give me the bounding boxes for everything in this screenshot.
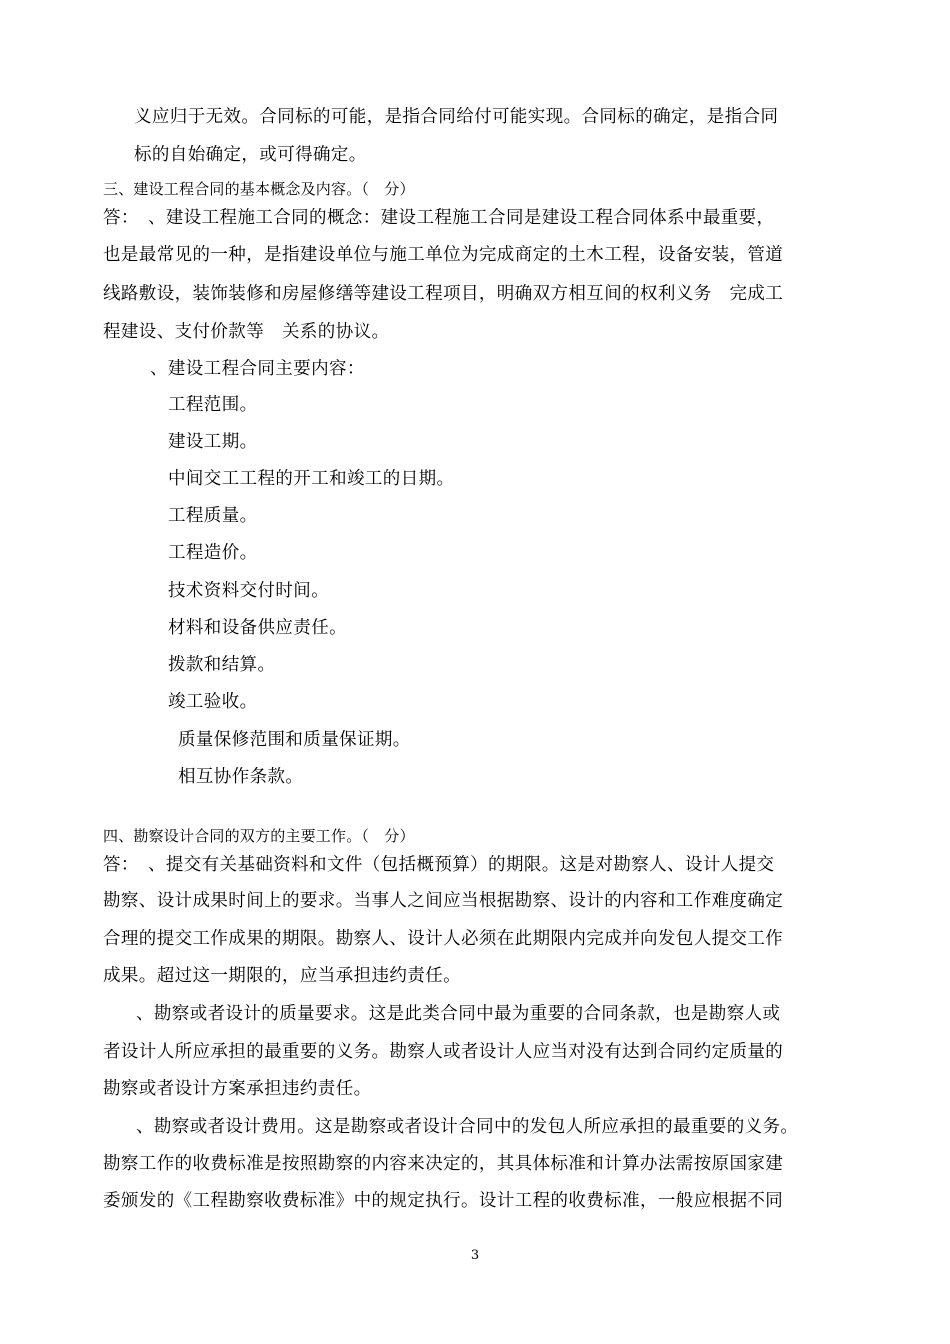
content-item: 工程范围。 — [168, 395, 258, 415]
section-3-heading: 三、建设工程合同的基本概念及内容。（ 分） — [103, 180, 415, 198]
section-4-para-3-line: 、勘察或者设计费用。这是勘察或者设计合同中的发包人所应承担的最重要的义务。 — [136, 1117, 799, 1137]
section-3-answer-line-3: 线路敷设，装饰装修和房屋修缮等建设工程项目，明确双方相互间的权利义务 完成工 — [103, 284, 784, 304]
section-3-answer-line-1: 答： 、建设工程施工合同的概念：建设工程施工合同是建设工程合同体系中最重要， — [103, 208, 775, 228]
content-item: 工程造价。 — [168, 543, 258, 563]
content-item: 质量保修范围和质量保证期。 — [178, 730, 411, 750]
content-item: 竣工验收。 — [168, 692, 258, 712]
section-4-para-1-line: 合理的提交工作成果的期限。勘察人、设计人必须在此期限内完成并向发包人提交工作 — [103, 929, 784, 949]
section-3-answer-line-4: 程建设、支付价款等 关系的协议。 — [103, 322, 390, 342]
intro-line-2: 标的自始确定，或可得确定。 — [134, 145, 367, 165]
section-4-para-3-line: 勘察工作的收费标准是按照勘察的内容来决定的，其具体标准和计算办法需按原国家建 — [103, 1154, 784, 1174]
page-number: 3 — [470, 1248, 480, 1263]
section-4-para-1-line: 勘察、设计成果时间上的要求。当事人之间应当根据勘察、设计的内容和工作难度确定 — [103, 891, 784, 911]
section-4-para-2-line: 、勘察或者设计的质量要求。这是此类合同中最为重要的合同条款，也是勘察人或 — [136, 1004, 781, 1024]
content-item: 拨款和结算。 — [168, 655, 276, 675]
intro-line-1: 义应归于无效。合同标的可能，是指合同给付可能实现。合同标的确定，是指合同 — [134, 107, 779, 127]
content-item: 相互协作条款。 — [178, 767, 304, 787]
section-4-para-3-line: 委颁发的《工程勘察收费标准》中的规定执行。设计工程的收费标准，一般应根据不同 — [103, 1191, 784, 1211]
section-4-heading: 四、勘察设计合同的双方的主要工作。（ 分） — [103, 827, 415, 845]
content-item: 材料和设备供应责任。 — [168, 618, 347, 638]
section-4-para-1-line: 成果。超过这一期限的，应当承担违约责任。 — [103, 966, 461, 986]
content-item: 技术资料交付时间。 — [168, 581, 330, 601]
section-3-answer-line-2: 也是最常见的一种，是指建设单位与施工单位为完成商定的土木工程，设备安装，管道 — [103, 245, 784, 265]
content-item: 中间交工工程的开工和竣工的日期。 — [168, 469, 455, 489]
content-item: 建设工期。 — [168, 432, 258, 452]
section-4-para-2-line: 勘察或者设计方案承担违约责任。 — [103, 1079, 372, 1099]
section-4-para-2-line: 者设计人所应承担的最重要的义务。勘察人或者设计人应当对没有达到合同约定质量的 — [103, 1042, 784, 1062]
section-3-contents-intro: 、建设工程合同主要内容： — [150, 359, 365, 379]
section-4-para-1-line: 答： 、提交有关基础资料和文件（包括概预算）的期限。这是对勘察人、设计人提交 — [103, 855, 775, 875]
content-item: 工程质量。 — [168, 506, 258, 526]
